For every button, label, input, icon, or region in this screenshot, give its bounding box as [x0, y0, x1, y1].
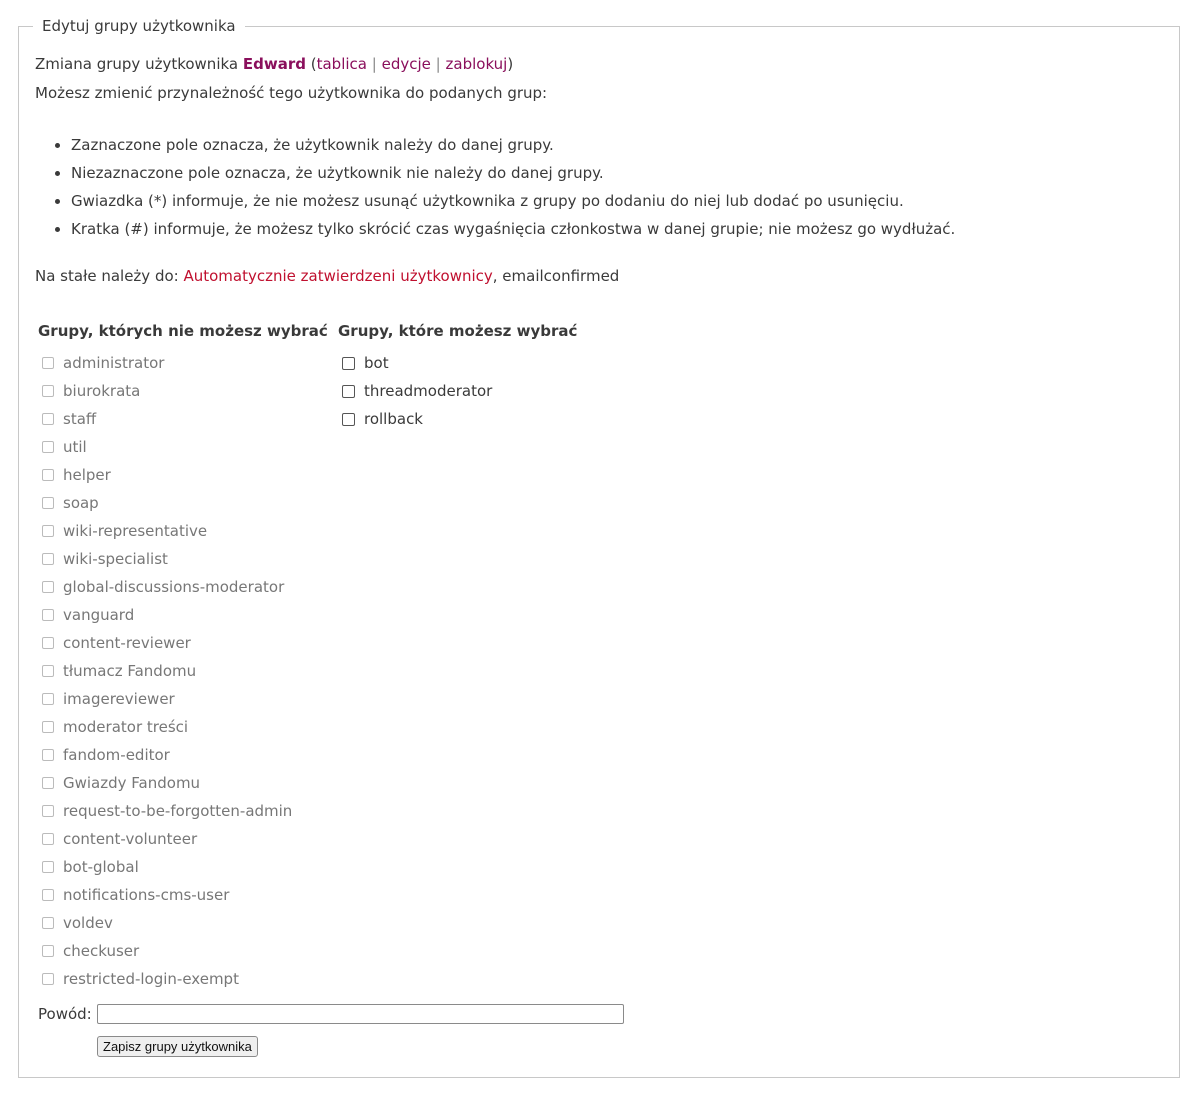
group-checkbox-row[interactable]: [342, 409, 423, 429]
separator: |: [371, 55, 377, 73]
group-label: soap: [63, 494, 99, 512]
permanent-groups-line: [35, 266, 619, 286]
group-label: imagereviewer: [63, 690, 175, 708]
group-checkbox-row: [42, 801, 292, 821]
group-checkbox: [42, 833, 54, 845]
group-checkbox: [42, 693, 54, 705]
group-checkbox-row: [42, 913, 113, 933]
group-checkbox-row: [42, 521, 207, 541]
separator: |: [435, 55, 441, 73]
group-checkbox-row: [42, 857, 139, 877]
group-checkbox: [42, 861, 54, 873]
group-label: administrator: [63, 354, 165, 372]
group-checkbox-row: [42, 941, 139, 961]
group-label: wiki-specialist: [63, 550, 168, 568]
group-checkbox-row: [42, 633, 191, 653]
group-label: util: [63, 438, 87, 456]
group-checkbox: [42, 441, 54, 453]
group-checkbox-row: [42, 381, 140, 401]
permanent-rest: , emailconfirmed: [492, 267, 620, 285]
group-checkbox: [42, 413, 54, 425]
group-checkbox-row[interactable]: [342, 353, 389, 373]
intro-description: Możesz zmienić przynależność tego użytkownika do podanych grup:: [35, 84, 548, 102]
group-checkbox-row: [42, 493, 99, 513]
group-checkbox: [42, 973, 54, 985]
group-label: biurokrata: [63, 382, 141, 400]
user-talk-link[interactable]: tablica: [316, 55, 367, 73]
group-checkbox-row: [42, 773, 200, 793]
group-checkbox: [42, 889, 54, 901]
group-label: global-discussions-moderator: [63, 578, 285, 596]
group-checkbox-row: [42, 717, 188, 737]
group-checkbox-row: [42, 689, 175, 709]
group-label: bot-global: [63, 858, 139, 876]
group-checkbox[interactable]: [342, 357, 355, 370]
save-user-groups-button[interactable]: Zapisz grupy użytkownika: [97, 1036, 258, 1057]
group-checkbox: [42, 469, 54, 481]
group-label: fandom-editor: [63, 746, 170, 764]
legend-bullets: [35, 135, 955, 247]
group-checkbox-row: [42, 829, 197, 849]
group-checkbox: [42, 497, 54, 509]
intro-prefix: Zmiana grupy użytkownika: [35, 55, 243, 73]
bullet-item: • Kratka (#) informuje, że możesz tylko skrócić czas wygaśnięcia członkostwa w danej grupie; nie możesz go wydłużać.: [71, 219, 955, 247]
group-checkbox: [42, 777, 54, 789]
group-label[interactable]: bot: [364, 354, 389, 372]
group-checkbox: [42, 385, 54, 397]
group-label: helper: [63, 466, 111, 484]
group-checkbox: [42, 525, 54, 537]
group-checkbox: [42, 357, 54, 369]
group-checkbox: [42, 665, 54, 677]
group-label: content-reviewer: [63, 634, 191, 652]
group-checkbox: [42, 581, 54, 593]
group-checkbox[interactable]: [342, 413, 355, 426]
group-checkbox: [42, 637, 54, 649]
bullet-item: • Gwiazdka (*) informuje, że nie możesz usunąć użytkownika z grupy po dodaniu do niej lub dodać po usunięciu.: [71, 191, 955, 219]
group-checkbox: [42, 749, 54, 761]
bullet-item: • Niezaznaczone pole oznacza, że użytkownik nie należy do danej grupy.: [71, 163, 955, 191]
group-checkbox-row: [42, 353, 164, 373]
permanent-label: Na stałe należy do:: [35, 267, 184, 285]
group-label: checkuser: [63, 942, 140, 960]
bullet-item: • Zaznaczone pole oznacza, że użytkownik należy do danej grupy.: [71, 135, 955, 163]
available-groups-heading: Grupy, które możesz wybrać: [338, 322, 578, 340]
group-label: restricted-login-exempt: [63, 970, 239, 988]
group-label: voldev: [63, 914, 113, 932]
close-paren: ): [507, 55, 514, 73]
group-checkbox-row[interactable]: [342, 381, 492, 401]
group-label: request-to-be-forgotten-admin: [63, 802, 293, 820]
group-checkbox: [42, 553, 54, 565]
group-label: moderator treści: [63, 718, 189, 736]
group-label[interactable]: threadmoderator: [364, 382, 493, 400]
reason-input[interactable]: [97, 1004, 624, 1024]
group-label: wiki-representative: [63, 522, 208, 540]
group-checkbox-row: [42, 549, 168, 569]
group-checkbox-row: [42, 661, 196, 681]
group-checkbox-row: [42, 885, 229, 905]
group-label[interactable]: rollback: [364, 410, 423, 428]
username-link[interactable]: Edward: [242, 55, 306, 73]
fieldset-legend: Edytuj grupy użytkownika: [42, 17, 236, 35]
group-checkbox: [42, 917, 54, 929]
group-checkbox-row: [42, 465, 111, 485]
reason-label: Powód:: [38, 1005, 92, 1023]
group-checkbox-row: [42, 577, 284, 597]
group-label: vanguard: [63, 606, 135, 624]
group-label: Gwiazdy Fandomu: [63, 774, 201, 792]
autoconfirmed-group-link[interactable]: Automatycznie zatwierdzeni użytkownicy: [183, 267, 493, 285]
group-checkbox-row: [42, 605, 134, 625]
intro-line: [35, 54, 513, 74]
group-checkbox-row: [42, 437, 87, 457]
group-checkbox: [42, 721, 54, 733]
block-user-link[interactable]: zablokuj: [445, 55, 508, 73]
group-checkbox-row: [42, 969, 239, 989]
group-label: content-volunteer: [63, 830, 198, 848]
group-checkbox: [42, 945, 54, 957]
group-label: tłumacz Fandomu: [63, 662, 197, 680]
group-checkbox-row: [42, 409, 96, 429]
unavailable-groups-heading: Grupy, których nie możesz wybrać: [38, 322, 328, 340]
group-label: staff: [63, 410, 97, 428]
open-paren: (: [305, 55, 317, 73]
group-checkbox: [42, 609, 54, 621]
group-label: notifications-cms-user: [63, 886, 230, 904]
group-checkbox: [42, 805, 54, 817]
group-checkbox-row: [42, 745, 170, 765]
group-checkbox[interactable]: [342, 385, 355, 398]
user-contributions-link[interactable]: edycje: [381, 55, 431, 73]
